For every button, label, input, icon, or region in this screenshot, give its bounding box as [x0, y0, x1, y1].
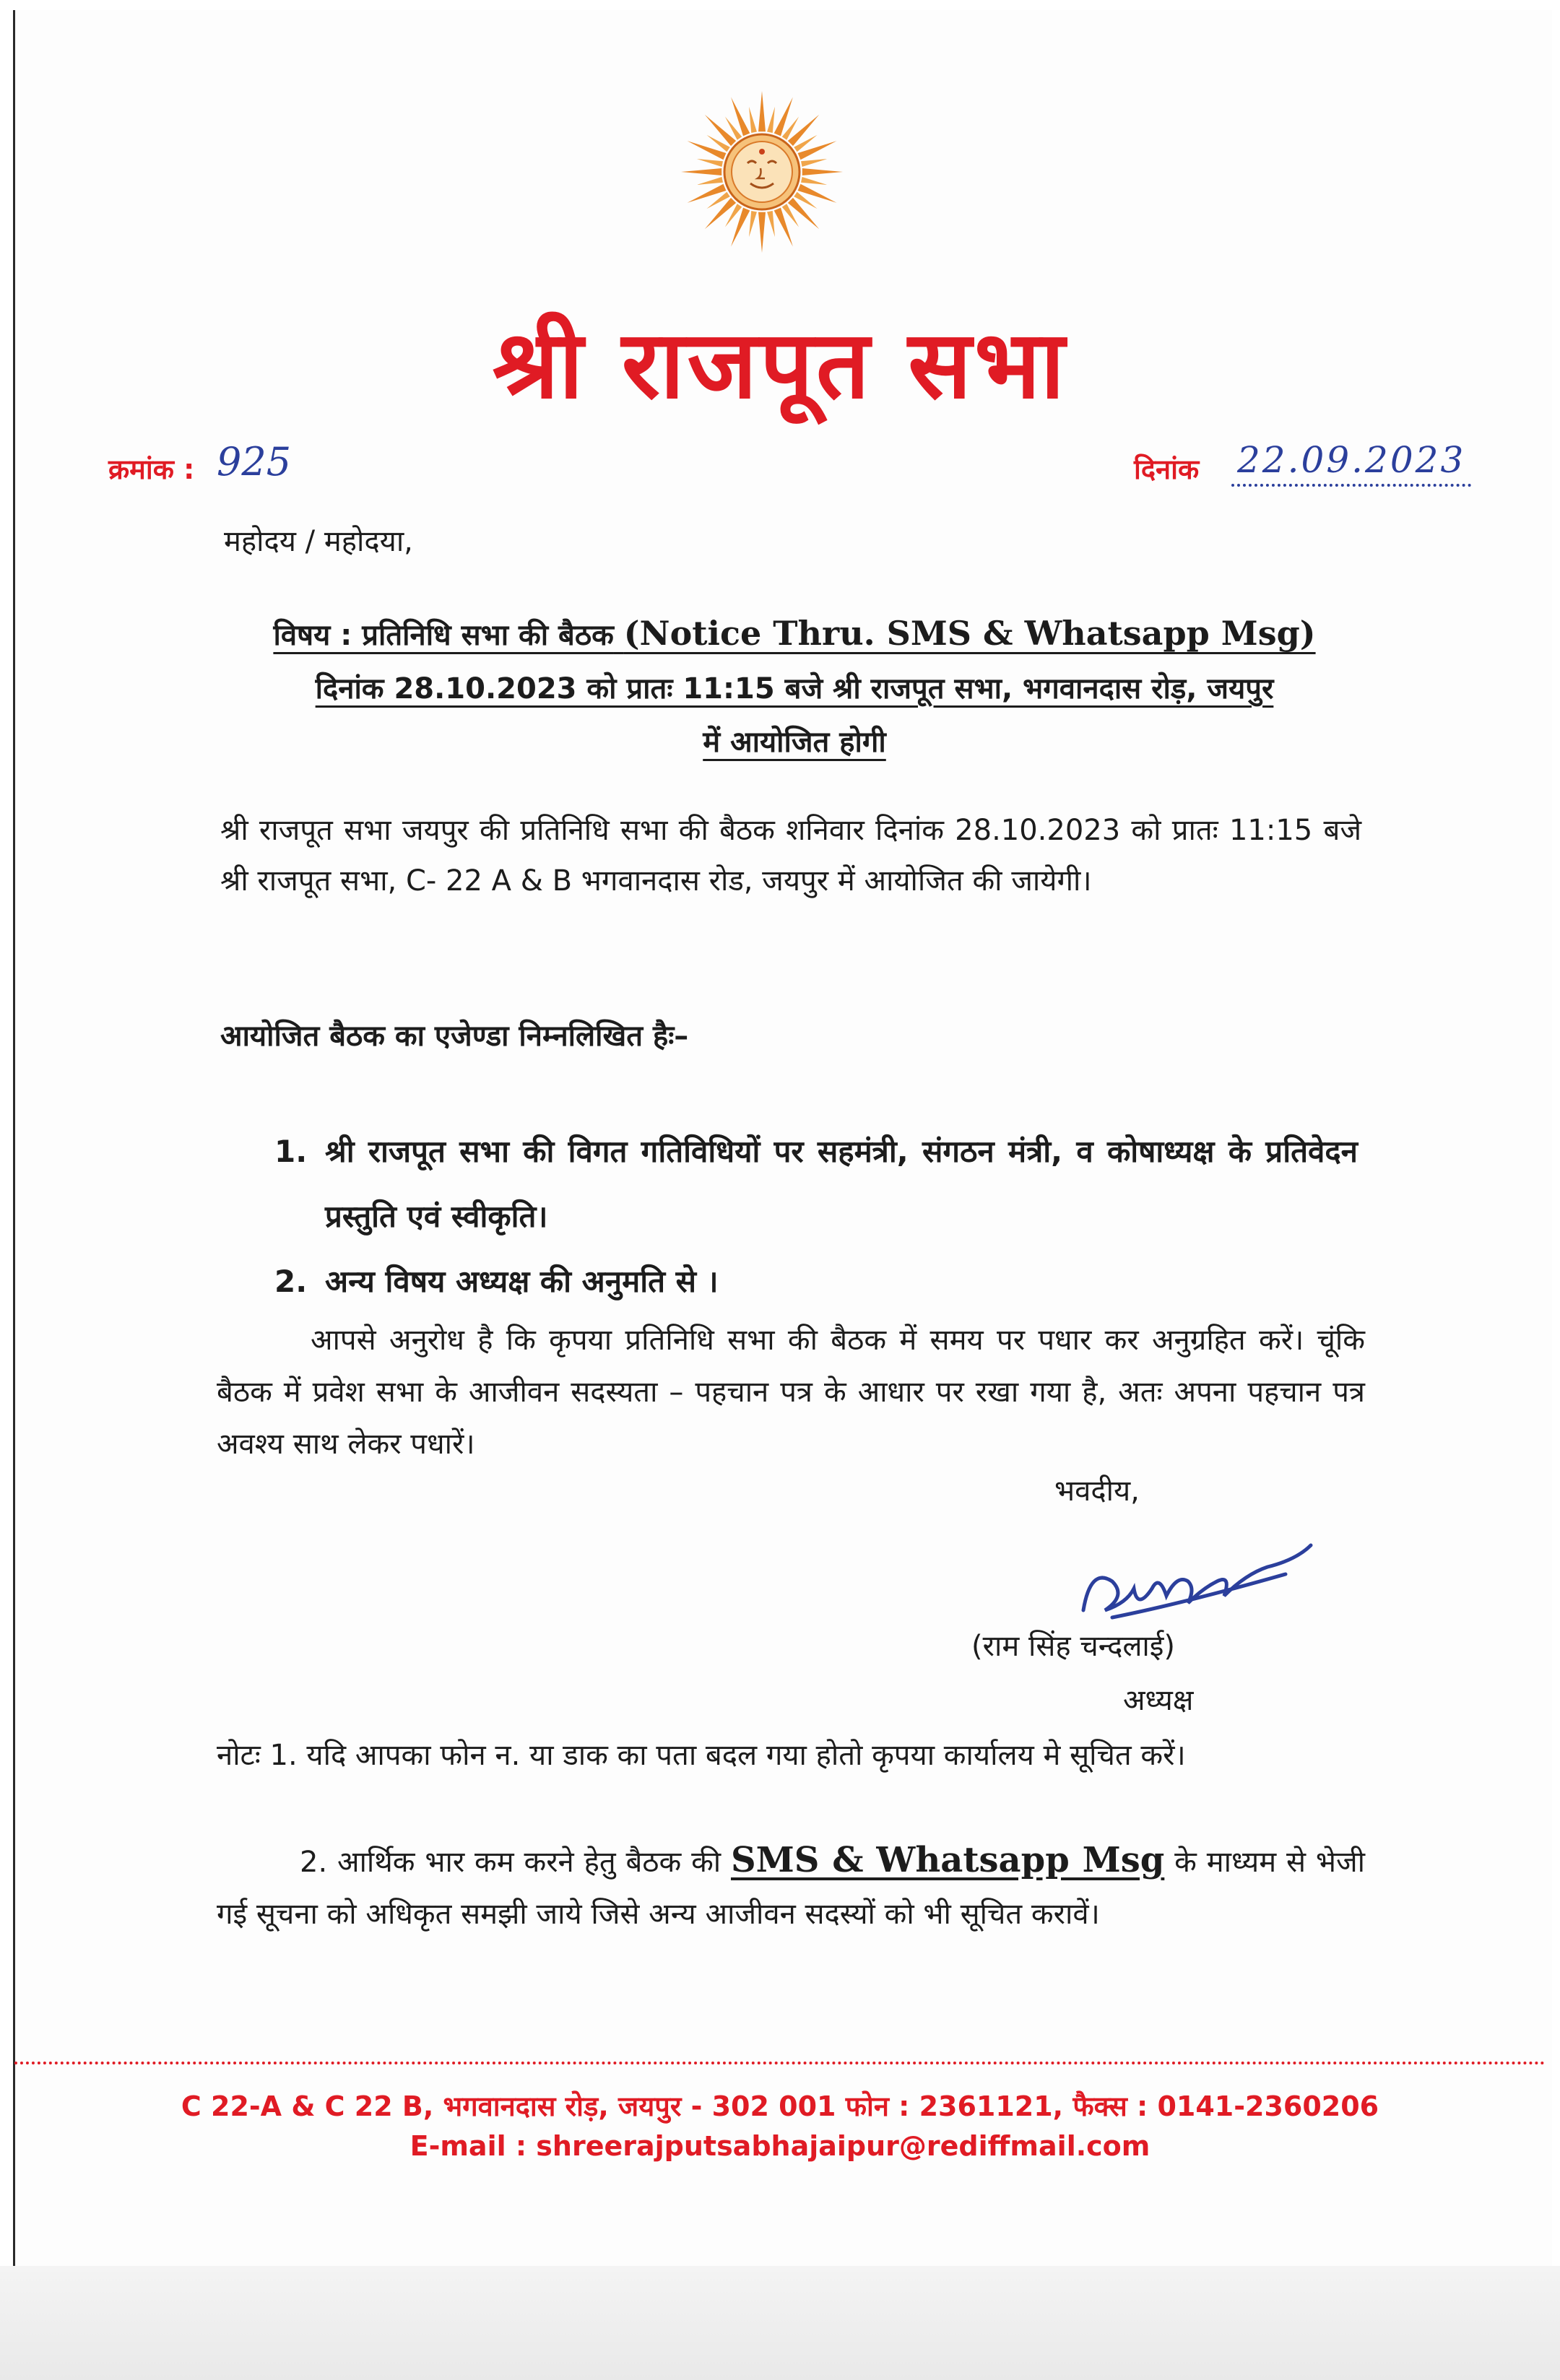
- footer-divider: [14, 2062, 1546, 2064]
- emblem-ray: [705, 198, 736, 229]
- request-paragraph: आपसे अनुरोध है कि कृपया प्रतिनिधि सभा की बैठक में समय पर पधार कर अनुग्रहित करें। चूंकि बैठक में प्रवेश सभा के आजीवन सदस्यता – पहचान पत्र के आधार पर रखा गया है, अतः अपना पहचान पत्र अवश्य साथ लेकर पधारें।: [217, 1324, 1365, 1461]
- footer-address: C 22-A & C 22 B, भगवानदास रोड़, जयपुर - 302 001 फोन : 2361121, फैक्स : 0141-2360206: [181, 2090, 1379, 2122]
- sun-emblem-logo: [675, 71, 849, 302]
- date-label: दिनांक: [1134, 453, 1200, 485]
- emblem-ray: [788, 115, 819, 146]
- note-1: नोटः 1. यदि आपका फोन न. या डाक का पता बदल गया होतो कृपया कार्यालय मे सूचित करें।: [217, 1739, 1186, 1772]
- ref-number-value: 925: [217, 439, 292, 485]
- closing-salutation: भवदीय,: [1054, 1475, 1140, 1508]
- emblem-ray: [801, 159, 827, 167]
- agenda-item: 2. अन्य विषय अध्यक्ष की अनुमति से ।: [274, 1264, 719, 1299]
- note-2: 2. आर्थिक भार कम करने हेतु बैठक की SMS & Whatsapp Msg के माध्यम से भेजी गई सूचना को अधिकृत समझी जाये जिसे अन्य आजीवन सदस्यों को भी सूचित करावें।: [217, 1840, 1365, 1931]
- date-value: 22.09.2023: [1231, 439, 1471, 487]
- agenda-heading: आयोजित बैठक का एजेण्डा निम्नलिखित हैः–: [220, 1020, 689, 1053]
- emblem-ray: [681, 168, 722, 175]
- subject-block: [217, 607, 1372, 769]
- emblem-ray: [697, 177, 723, 185]
- agenda-list: [274, 1119, 1358, 1314]
- emblem-ray: [697, 159, 723, 167]
- emblem-ray: [705, 115, 736, 146]
- signer-name: (राम सिंह चन्दलाई): [971, 1630, 1176, 1663]
- ref-number-label: क्रमांक :: [108, 453, 195, 485]
- footer-email: E-mail : shreerajputsabhajaipur@rediffmail.com: [410, 2130, 1150, 2162]
- agenda-item: 1. श्री राजपूत सभा की विगत गतिविधियों पर सहमंत्री, संगठन मंत्री, व कोषाध्यक्ष के प्रतिवेदन प्रस्तुति एवं स्वीकृति।: [274, 1134, 1358, 1234]
- emblem-ray: [801, 177, 827, 185]
- emblem-ray: [758, 212, 766, 253]
- emblem-ray: [767, 107, 775, 133]
- emblem-ray: [749, 107, 757, 133]
- emblem-ray: [749, 211, 757, 237]
- emblem-ray: [758, 91, 766, 131]
- emblem-ray: [788, 198, 819, 229]
- scan-margin: [0, 2266, 1560, 2380]
- salutation: महोदय / महोदया,: [224, 525, 413, 558]
- subject-line-2: दिनांक 28.10.2023 को प्रातः 11:15 बजे श्री राजपूत सभा, भगवानदास रोड़, जयपुर: [315, 672, 1274, 705]
- signer-designation: अध्यक्ष: [1123, 1684, 1194, 1717]
- emblem-ray: [802, 168, 843, 175]
- subject-line-1: विषय : प्रतिनिधि सभा की बैठक (Notice Thru. SMS & Whatsapp Msg): [273, 614, 1316, 653]
- meeting-notice-paragraph: श्री राजपूत सभा जयपुर की प्रतिनिधि सभा की बैठक शनिवार दिनांक 28.10.2023 को प्रातः 11:15 बजे श्री राजपूत सभा, C- 22 A & B भगवानदास रोड, जयपुर में आयोजित की जायेगी।: [220, 814, 1361, 898]
- emblem-ray: [767, 211, 775, 237]
- subject-line-3: में आयोजित होगी: [703, 726, 886, 759]
- organization-title: श्री राजपूत सभा: [492, 310, 1068, 420]
